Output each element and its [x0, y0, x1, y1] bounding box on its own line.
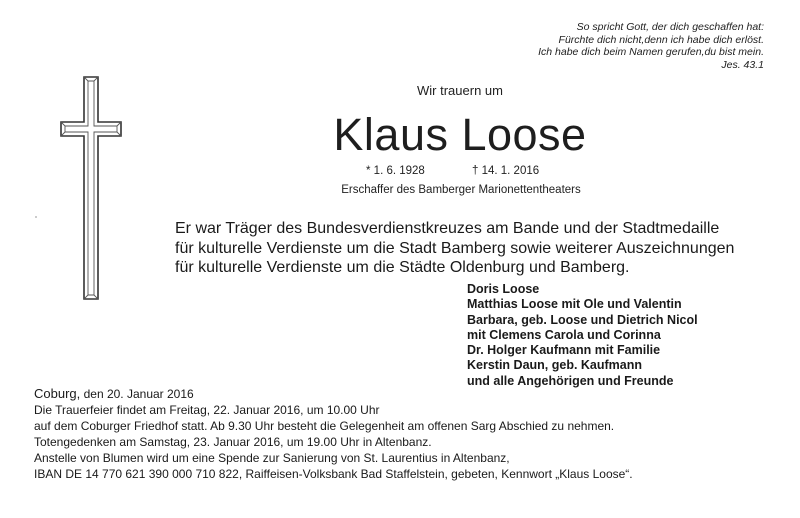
- place: Coburg,: [34, 386, 81, 401]
- mourner-line: Doris Loose: [467, 282, 540, 296]
- honors-line-3: für kulturelle Verdienste um die Städte Oldenburg und Bamberg.: [175, 259, 630, 276]
- bible-verse: [444, 21, 764, 71]
- verse-line-2: Fürchte dich nicht,denn ich habe dich erlöst.: [558, 33, 764, 46]
- life-dates: [366, 165, 540, 177]
- place-date-line: [34, 386, 633, 402]
- mourner-line: und alle Angehörigen und Freunde: [467, 373, 674, 388]
- honors-line-2: für kulturelle Verdienste um die Stadt Bamberg sowie weiterer Auszeichnungen: [175, 239, 735, 257]
- footer-line-5: IBAN DE 14 770 621 390 000 710 822, Raiffeisen-Volksbank Bad Staffelstein, gebeten, Kennwort „Klaus Loose“.: [34, 467, 633, 481]
- notice-date: den 20. Januar 2016: [83, 387, 194, 401]
- birth-date: * 1. 6. 1928: [366, 165, 425, 177]
- mourner-line: mit Clemens Carola und Corinna: [467, 327, 661, 342]
- intro-text: Wir trauern um: [417, 83, 503, 98]
- mourner-line: Dr. Holger Kaufmann mit Familie: [467, 343, 661, 358]
- footer-line-1: Die Trauerfeier findet am Freitag, 22. Januar 2016, um 10.00 Uhr: [34, 403, 380, 417]
- death-date: † 14. 1. 2016: [472, 165, 540, 177]
- verse-line-3: Ich habe dich beim Namen gerufen,du bist mein.: [538, 46, 764, 58]
- role-line: Erschaffer des Bamberger Marionettentheaters: [341, 184, 581, 196]
- verse-line-1: So spricht Gott, der dich geschaffen hat:: [576, 21, 764, 33]
- mourner-line: Kerstin Daun, geb. Kaufmann: [467, 358, 643, 373]
- mourner-line: Barbara, geb. Loose und Dietrich Nicol: [467, 312, 698, 327]
- footer-line-2: auf dem Coburger Friedhof statt. Ab 9.30 Uhr besteht die Gelegenheit am offenen Sarg Abschied zu nehmen.: [34, 419, 615, 433]
- speck: [35, 216, 37, 218]
- honors-line-1: Er war Träger des Bundesverdienstkreuzes am Bande und der Stadtmedaille: [175, 220, 720, 237]
- footer-line-3: Totengedenken am Samstag, 23. Januar 2016, um 19.00 Uhr in Altenbanz.: [34, 435, 432, 449]
- honors-paragraph: [175, 219, 775, 278]
- footer-notice: [34, 386, 633, 482]
- mourners-list: [467, 282, 698, 389]
- verse-reference: Jes. 43.1: [721, 58, 764, 71]
- mourner-line: Matthias Loose mit Ole und Valentin: [467, 297, 682, 312]
- footer-line-4: Anstelle von Blumen wird um eine Spende zur Sanierung von St. Laurentius in Altenbanz,: [34, 451, 510, 465]
- deceased-name: Klaus Loose: [333, 109, 587, 160]
